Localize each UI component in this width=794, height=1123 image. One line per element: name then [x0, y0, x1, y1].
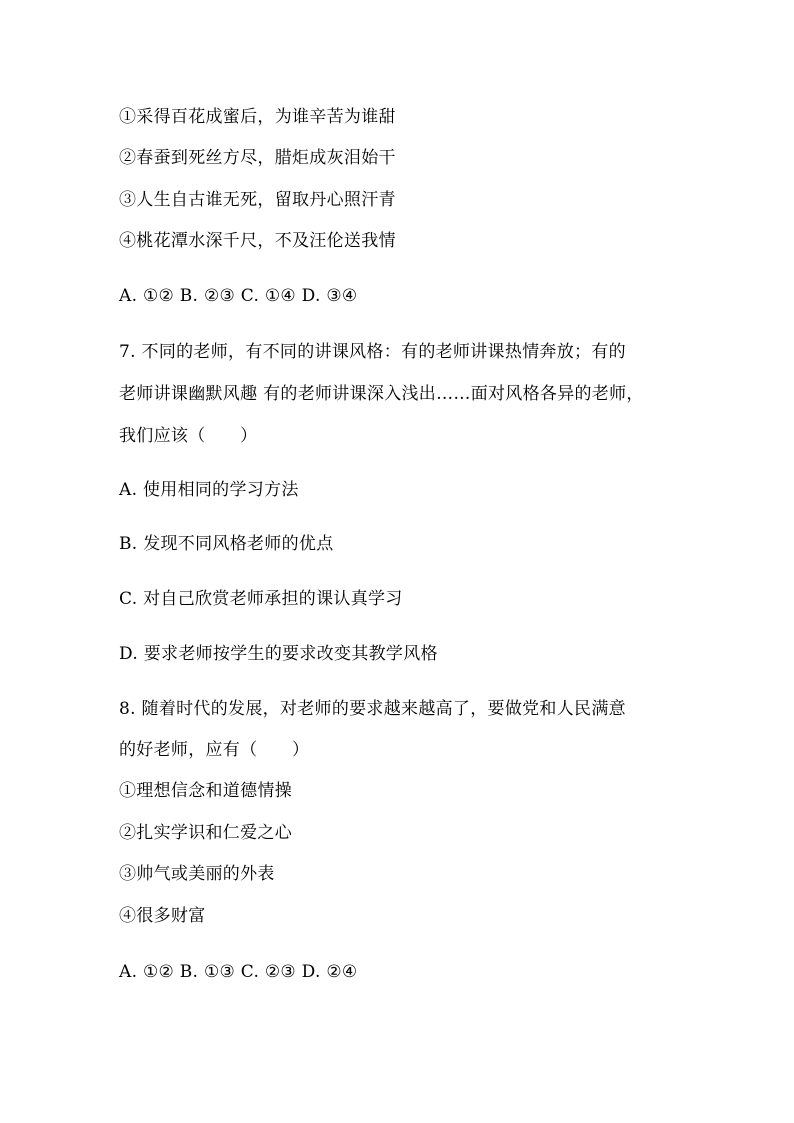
q7-option-a: A. 使用相同的学习方法: [119, 480, 299, 500]
q7-option-d: D. 要求老师按学生的要求改变其教学风格: [119, 644, 438, 664]
q6-item-3: ③人生自古谁无死，留取丹心照汗青: [119, 190, 396, 210]
q7-option-b: B. 发现不同风格老师的优点: [119, 534, 334, 554]
q6-options: A. ①② B. ②③ C. ①④ D. ③④: [119, 286, 358, 306]
q7-stem-line-2: 老师讲课幽默风趣 有的老师讲课深入浅出……面对风格各异的老师，: [119, 384, 644, 404]
q8-item-3: ③帅气或美丽的外表: [119, 864, 275, 884]
q8-stem-line-2: 的好老师，应有（ ）: [119, 740, 310, 760]
q8-item-1: ①理想信念和道德情操: [119, 781, 292, 801]
q7-stem-line-3: 我们应该（ ）: [119, 426, 258, 446]
q8-options: A. ①② B. ①③ C. ②③ D. ②④: [119, 962, 358, 982]
q7-stem-line-1: 7. 不同的老师，有不同的讲课风格：有的老师讲课热情奔放；有的: [119, 342, 626, 362]
q8-item-2: ②扎实学识和仁爱之心: [119, 823, 292, 843]
q6-item-1: ①采得百花成蜜后，为谁辛苦为谁甜: [119, 107, 396, 127]
q6-item-4: ④桃花潭水深千尺，不及汪伦送我情: [119, 231, 396, 251]
q8-stem-line-1: 8. 随着时代的发展，对老师的要求越来越高了，要做党和人民满意: [119, 699, 626, 719]
q8-item-4: ④很多财富: [119, 906, 206, 926]
q6-item-2: ②春蚕到死丝方尽，腊炬成灰泪始干: [119, 148, 396, 168]
q7-option-c: C. 对自己欣赏老师承担的课认真学习: [119, 589, 403, 609]
